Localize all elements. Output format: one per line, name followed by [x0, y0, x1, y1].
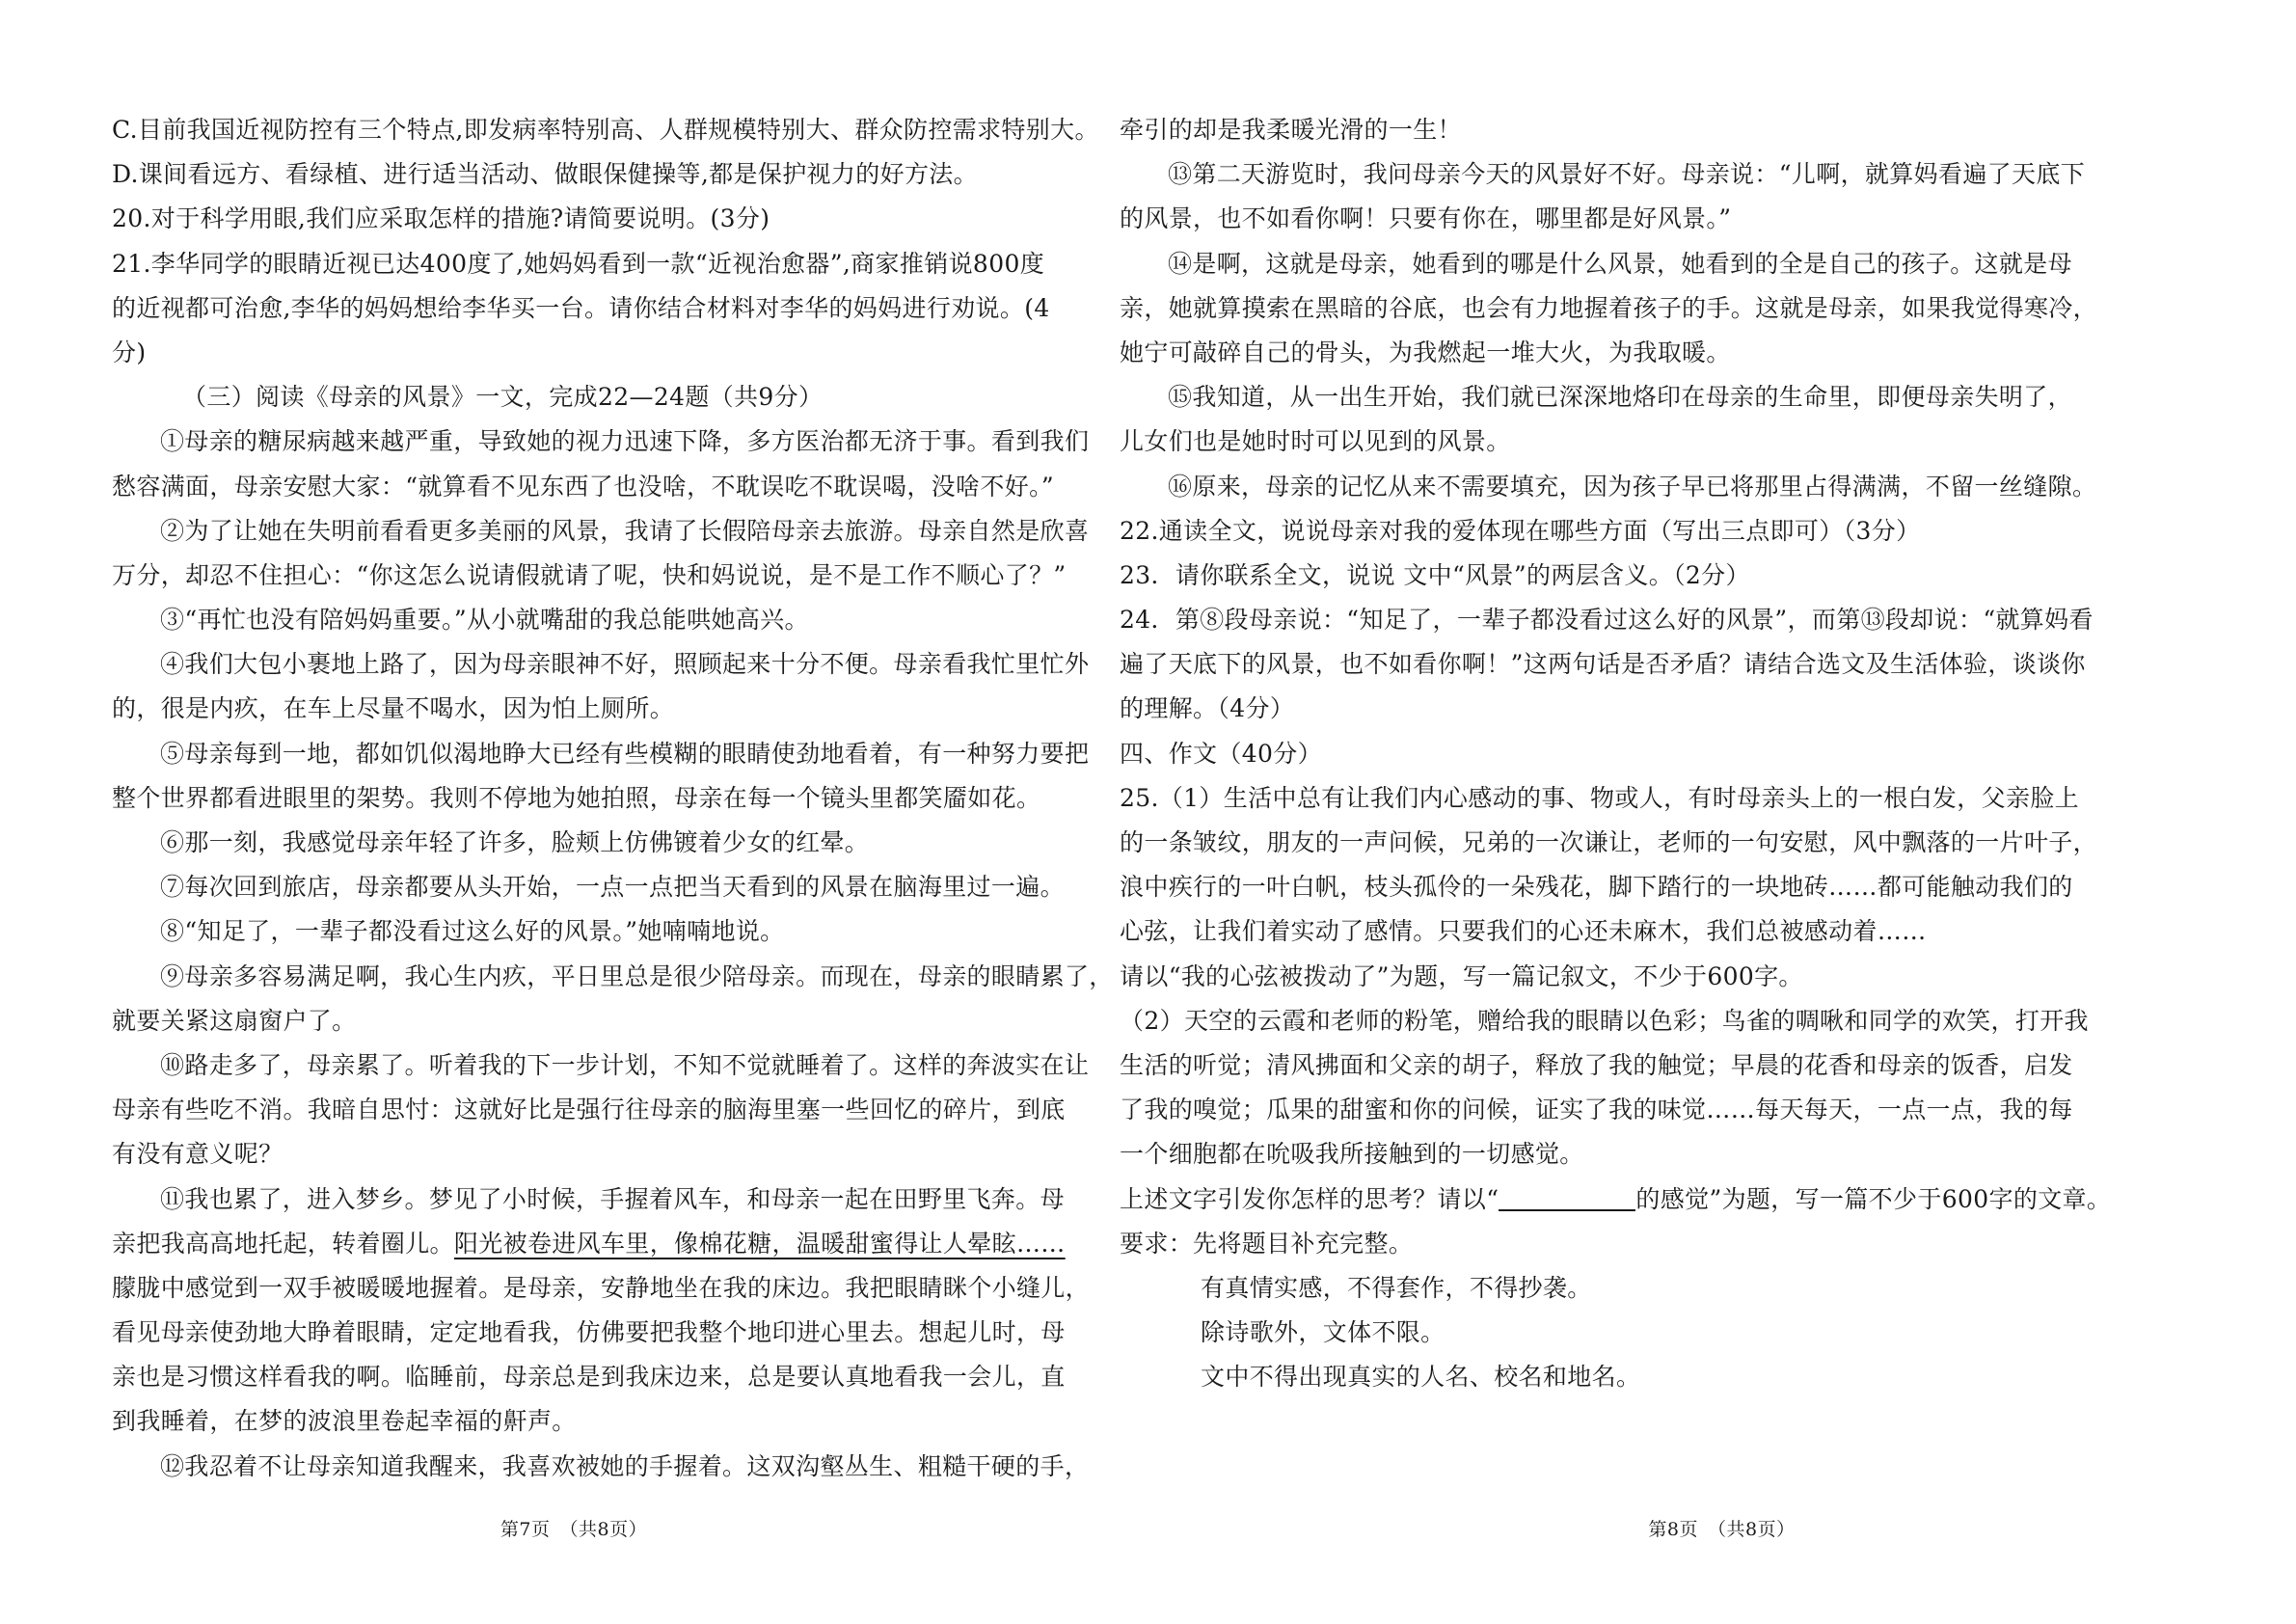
question-25: 25.（1）生活中总有让我们内心感动的事、物或人，有时母亲头上的一根白发，父亲脸上	[1120, 783, 2080, 812]
paragraph-14: ⑭是啊，这就是母亲，她看到的哪是什么风景，她看到的全是自己的孩子。这就是母	[1168, 249, 2072, 278]
text-line: 的风景，也不如看你啊！只要有你在，哪里都是好风景。”	[1120, 204, 1732, 233]
requirements-heading: 要求：先将题目补充完整。	[1120, 1229, 1414, 1258]
requirement-2: 除诗歌外，文体不限。	[1201, 1318, 1445, 1347]
text-line: 看见母亲使劲地大睁着眼睛，定定地看我，仿佛要把我整个地印进心里去。想起儿时，母	[112, 1318, 1066, 1347]
question-20: 20.对于科学用眼,我们应采取怎样的措施?请简要说明。(3分)	[112, 204, 770, 233]
text-line: 浪中疾行的一叶白帆，枝头孤伶的一朵残花，脚下踏行的一块地砖……都可能触动我们的	[1120, 873, 2073, 902]
underlined-sentence: 阳光被卷进风车里，像棉花糖，温暖甜蜜得让人晕眩……	[453, 1229, 1066, 1258]
text-line: 就要关紧这扇窗户了。	[112, 1006, 357, 1035]
question-24: 24．第⑧段母亲说：“知足了，一辈子都没看过这么好的风景”，而第⑬段却说：“就算妈看	[1120, 606, 2093, 635]
section-heading-composition: 四、作文（40分）	[1120, 739, 1322, 768]
text-line: 的，很是内疚，在车上尽量不喝水，因为怕上厕所。	[112, 694, 675, 723]
question-22: 22.通读全文，说说母亲对我的爱体现在哪些方面（写出三点即可）（3分）	[1120, 516, 1921, 545]
composition-prompt-1: 请以“我的心弦被拨动了”为题，写一篇记叙文，不少于600字。	[1120, 961, 1803, 990]
text-line: 的近视都可治愈,李华的妈妈想给李华买一台。请你结合材料对李华的妈妈进行劝说。(4	[112, 293, 1050, 322]
composition-prompt-2	[1120, 1177, 2153, 1222]
text-segment: 的感觉”为题，写一篇不少于600字的文章。	[1635, 1184, 2112, 1213]
paragraph-13: ⑬第二天游览时，我问母亲今天的风景好不好。母亲说：“儿啊，就算妈看遍了天底下	[1168, 160, 2086, 189]
text-line: 万分，却忍不住担心：“你这怎么说请假就请了呢，快和妈说说，是不是工作不顺心了？”	[112, 560, 1067, 589]
text-line: 儿女们也是她时时可以见到的风景。	[1120, 427, 1511, 456]
paragraph-15: ⑮我知道，从一出生开始，我们就已深深地烙印在母亲的生命里，即便母亲失明了，	[1168, 383, 2072, 412]
title-blank	[1499, 1184, 1635, 1211]
paragraph-11: ⑪我也累了，进入梦乡。梦见了小时候，手握着风车，和母亲一起在田野里飞奔。母	[160, 1184, 1065, 1213]
requirement-1: 有真情实感，不得套作，不得抄袭。	[1201, 1273, 1592, 1302]
text-segment: 上述文字引发你怎样的思考？请以“	[1120, 1184, 1499, 1213]
text-line: 整个世界都看进眼里的架势。我则不停地为她拍照，母亲在每一个镜头里都笑靥如花。	[112, 783, 1041, 812]
paragraph-16: ⑯原来，母亲的记忆从来不需要填充，因为孩子早已将那里占得满满，不留一丝缝隙。	[1168, 472, 2097, 501]
text-line: 分)	[112, 338, 147, 366]
text-line: 一个细胞都在吮吸我所接触到的一切感觉。	[1120, 1140, 1584, 1169]
text-line	[112, 1222, 1146, 1266]
paragraph-4: ④我们大包小裹地上路了，因为母亲眼神不好，照顾起来十分不便。母亲看我忙里忙外	[160, 650, 1090, 679]
text-line: 心弦，让我们着实动了感情。只要我们的心还未麻木，我们总被感动着……	[1120, 917, 1927, 946]
text-line: 到我睡着，在梦的波浪里卷起幸福的鼾声。	[112, 1407, 577, 1436]
text-line: 有没有意义呢？	[112, 1140, 284, 1169]
paragraph-6: ⑥那一刻，我感觉母亲年轻了许多，脸颊上仿佛镀着少女的红晕。	[160, 828, 870, 856]
text-line: 遍了天底下的风景，也不如看你啊！”这两句话是否矛盾？请结合选文及生活体验，谈谈你	[1120, 650, 2086, 679]
text-line: 亲也是习惯这样看我的啊。临睡前，母亲总是到我床边来，总是要认真地看我一会儿，直	[112, 1363, 1066, 1392]
paragraph-9: ⑨母亲多容易满足啊，我心生内疚，平日里总是很少陪母亲。而现在，母亲的眼睛累了，	[160, 961, 1114, 990]
paragraph-7: ⑦每次回到旅店，母亲都要从头开始，一点一点把当天看到的风景在脑海里过一遍。	[160, 873, 1065, 902]
page-number-right: 第8页 （共8页）	[1648, 1519, 1796, 1540]
text-line: 生活的听觉；清风拂面和父亲的胡子，释放了我的触觉；早晨的花香和母亲的饭香，启发	[1120, 1050, 2073, 1079]
text-line: 愁容满面，母亲安慰大家：“就算看不见东西了也没啥，不耽误吃不耽误喝，没啥不好。”	[112, 472, 1055, 501]
paragraph-2: ②为了让她在失明前看看更多美丽的风景，我请了长假陪母亲去旅游。母亲自然是欣喜	[160, 516, 1090, 545]
text-line: 亲，她就算摸索在黑暗的谷底，也会有力地握着孩子的手。这就是母亲，如果我觉得寒冷，	[1120, 293, 2098, 322]
text-line: 牵引的却是我柔暖光滑的一生！	[1120, 116, 1462, 144]
question-21: 21.李华同学的眼睛近视已达400度了,她妈妈看到一款“近视治愈器”,商家推销说800度	[112, 249, 1045, 278]
paragraph-5: ⑤母亲每到一地，都如饥似渴地睁大已经有些模糊的眼睛使劲地看着，有一种努力要把	[160, 739, 1090, 768]
left-page-column	[112, 108, 1146, 1489]
paragraph-12: ⑫我忍着不让母亲知道我醒来，我喜欢被她的手握着。这双沟壑丛生、粗糙干硬的手，	[160, 1451, 1090, 1480]
paragraph-8: ⑧“知足了，一辈子都没看过这么好的风景。”她喃喃地说。	[160, 917, 785, 946]
page-number-left: 第7页 （共8页）	[500, 1519, 648, 1540]
paragraph-10: ⑩路走多了，母亲累了。听着我的下一步计划，不知不觉就睡着了。这样的奔波实在让	[160, 1050, 1090, 1079]
text-line: 母亲有些吃不消。我暗自思忖：这就好比是强行往母亲的脑海里塞一些回忆的碎片，到底	[112, 1096, 1066, 1124]
text-line: 朦胧中感觉到一双手被暖暖地握着。是母亲，安静地坐在我的床边。我把眼睛眯个小缝儿，	[112, 1273, 1091, 1302]
composition-option-2: （2）天空的云霞和老师的粉笔，赠给我的眼睛以色彩；鸟雀的啁啾和同学的欢笑，打开我	[1120, 1006, 2089, 1035]
text-line: 了我的嗅觉；瓜果的甜蜜和你的问候，证实了我的味觉……每天每天，一点一点，我的每	[1120, 1096, 2073, 1124]
question-23: 23．请你联系全文，说说 文中“风景”的两层含义。（2分）	[1120, 560, 1750, 589]
right-page-column	[1120, 108, 2153, 1399]
text-segment: 亲把我高高地托起，转着圈儿。	[112, 1229, 454, 1258]
option-d: D.课间看远方、看绿植、进行适当活动、做眼保健操等,都是保护视力的好方法。	[112, 160, 978, 189]
paragraph-1: ①母亲的糖尿病越来越严重，导致她的视力迅速下降，多方医治都无济于事。看到我们	[160, 427, 1090, 456]
text-line: 她宁可敲碎自己的骨头，为我燃起一堆大火，为我取暖。	[1120, 338, 1731, 366]
text-line: 的一条皱纹，朋友的一声问候，兄弟的一次谦让，老师的一句安慰，风中飘落的一片叶子，	[1120, 828, 2098, 856]
requirement-3: 文中不得出现真实的人名、校名和地名。	[1201, 1363, 1641, 1392]
section-heading-reading: （三）阅读《母亲的风景》一文，完成22—24题（共9分）	[182, 383, 824, 412]
text-line: 的理解。（4分）	[1120, 694, 1295, 723]
paragraph-3: ③“再忙也没有陪妈妈重要。”从小就嘴甜的我总能哄她高兴。	[160, 606, 809, 635]
option-c: C.目前我国近视防控有三个特点,即发病率特别高、人群规模特别大、群众防控需求特别大。	[112, 116, 1099, 144]
